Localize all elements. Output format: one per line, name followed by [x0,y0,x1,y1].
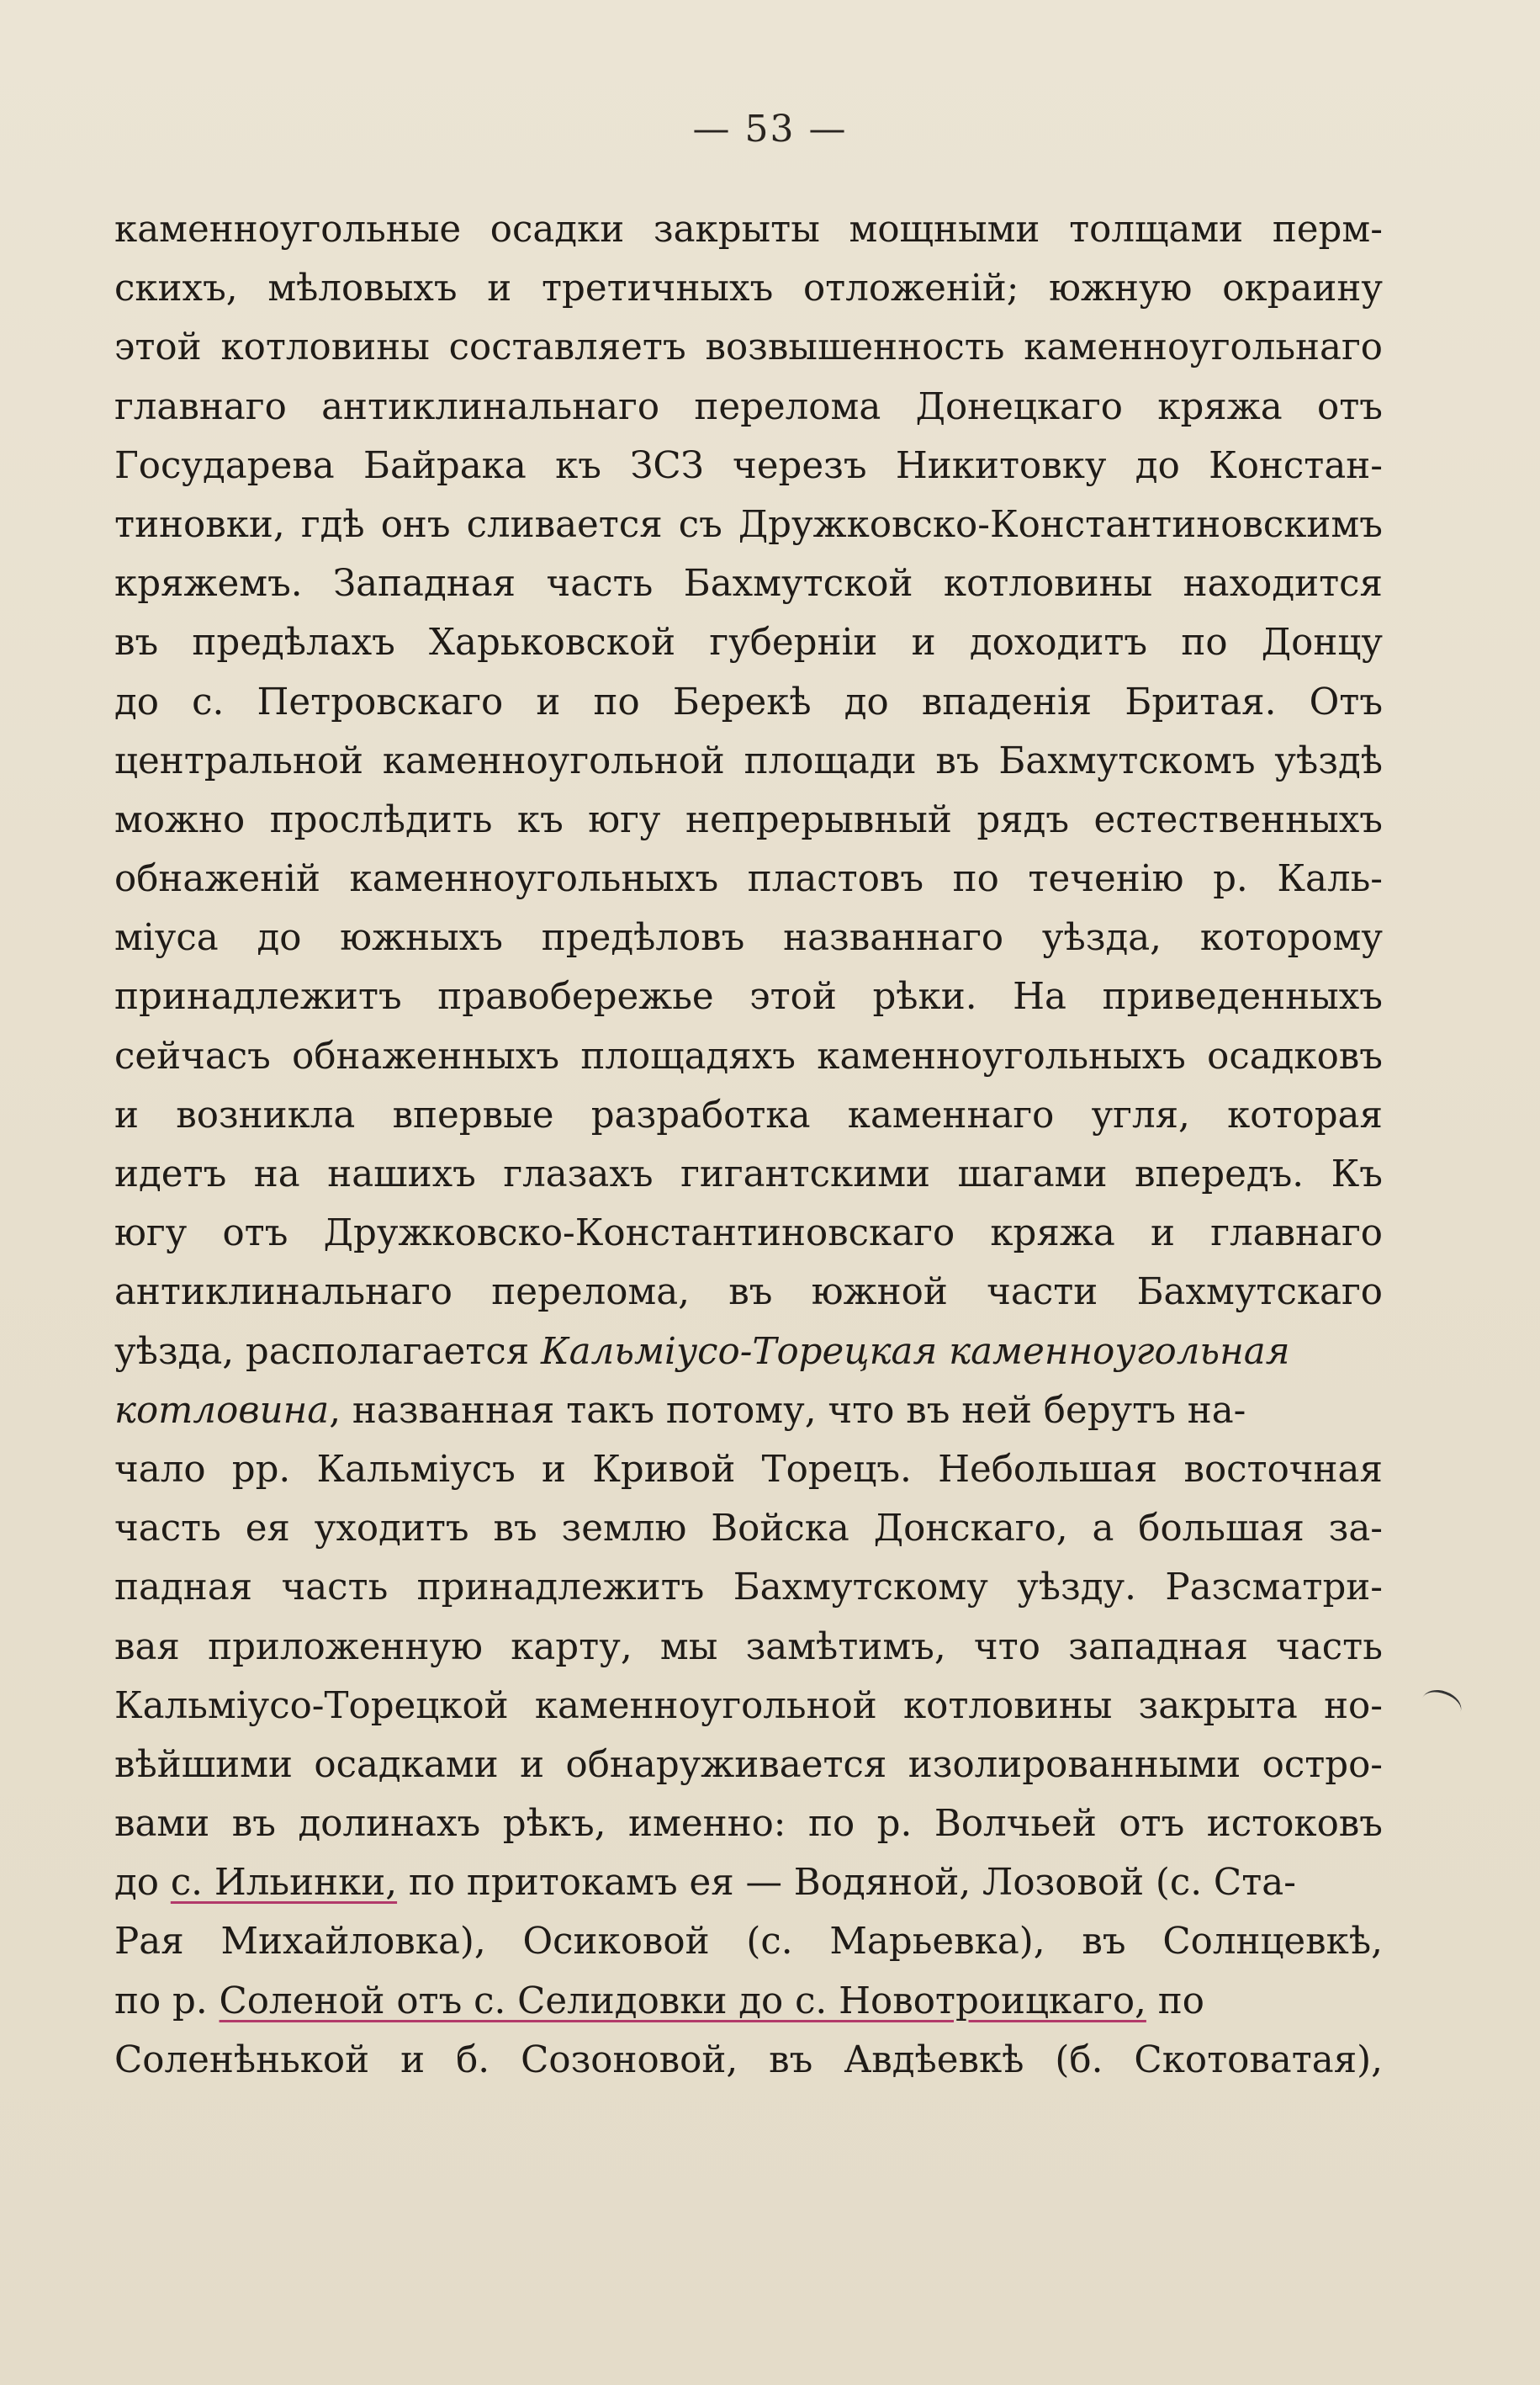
word: Государева [114,444,335,487]
word: пластовъ [747,858,924,901]
word: мы [659,1625,718,1668]
word: что [973,1625,1040,1668]
word: кряжемъ. [114,563,303,606]
italic-term: Кальмiусо-Торецкая каменноугольная [540,1330,1290,1373]
word: каменноугольной [534,1684,877,1727]
text-fragment: по [1146,1980,1204,2022]
word: каменноугольные [114,209,462,251]
word: рѣкъ, [502,1803,606,1846]
word: въ [935,739,980,782]
word: центральной [114,739,364,782]
word: до [844,681,889,723]
text-fragment: уѣзда, располагается [114,1330,541,1373]
text-line [114,1972,1383,2031]
text-line [114,1558,1383,1617]
word: часть [1276,1625,1383,1668]
text-line [114,909,1383,967]
word: ея [245,1508,290,1550]
word: возникла [176,1094,356,1137]
word: кряжа [1157,385,1283,428]
word: Бахмутской [683,563,913,606]
word: мiуса [114,917,219,960]
word: западная [1068,1625,1248,1668]
italic-term: котловина [114,1389,330,1432]
word: принадлежитъ [114,976,402,1019]
word: на [253,1153,300,1195]
word: въ [769,2038,813,2081]
text-line [114,1204,1383,1263]
word: губернiи [709,622,878,665]
word: рядъ [976,798,1070,841]
word: угля, [1091,1094,1190,1137]
word: каменноугольныхъ [349,858,719,901]
word: остро- [1262,1743,1383,1786]
word: разработка [590,1094,811,1137]
word: Бахмутскаго [1136,1271,1383,1314]
word: уѣзду. [1017,1566,1136,1609]
word: до [114,681,159,723]
word: въ [231,1803,276,1846]
text-line [114,437,1383,496]
word: мѣловыхъ [267,268,458,310]
word: р. [1213,858,1248,901]
word: окраину [1222,268,1383,310]
word: осадки [490,209,625,251]
text-fragment: по р. [114,1980,220,2022]
text-line [114,1322,1383,1381]
word: обнаженныхъ [292,1035,560,1078]
word: Донецкаго [915,385,1123,428]
word: обнаженiй [114,858,320,901]
word: прослѣдить [269,798,493,841]
word: названнаго [783,917,1004,960]
word: перелома [694,385,881,428]
text-line [114,1794,1383,1853]
word: Рая [114,1921,184,1964]
word: Бритая. [1125,681,1277,723]
word: южную [1049,268,1193,310]
word: Къ [1331,1153,1383,1195]
word: каменноугольнаго [1024,326,1383,369]
underlined-place: Соленой отъ с. Селидовки до с. Новотроицкаго, [219,1980,1146,2022]
word: Марьевка), [829,1921,1045,1964]
word: антиклинальнаго [114,1271,452,1314]
text-line [114,1736,1383,1794]
word: котловины [943,563,1153,606]
text-line [114,1086,1383,1145]
word: которая [1227,1094,1383,1137]
text-line [114,259,1383,318]
word: отложенiй; [802,268,1019,310]
word: осадками [314,1743,499,1786]
body-text [114,200,1383,2090]
text-line [114,1145,1383,1204]
word: Созоновой, [521,2038,738,2081]
word: антиклинальнаго [321,385,660,428]
word: которому [1199,917,1383,960]
word: Кальмiусъ [316,1448,516,1491]
word: Кривой [592,1448,736,1491]
word: можно [114,798,246,841]
text-line [114,200,1383,259]
word: рр. [231,1448,291,1491]
word: по [1181,622,1228,665]
text-line [114,1499,1383,1558]
word: главнаго [114,385,287,428]
word: отъ [1317,385,1383,428]
word: впередъ. [1135,1153,1305,1195]
word: рѣки. [872,976,977,1019]
word: и [1150,1212,1175,1255]
word: мощными [849,209,1040,251]
word: Торецъ. [761,1448,912,1491]
word: истоковъ [1206,1803,1383,1846]
word: онъ [380,503,451,546]
word: изолированными [908,1743,1241,1786]
word: каменноугольныхъ [817,1035,1186,1078]
word: приведенныхъ [1102,976,1383,1019]
word: югу [114,1212,188,1255]
word: вая [114,1625,180,1668]
word: Кальмiусо-Торецкой [114,1684,509,1727]
word: замѣтимъ, [745,1625,946,1668]
word: закрыта [1138,1684,1298,1727]
word: Никитовку [895,444,1107,487]
word: Петровскаго [257,681,504,723]
word: впаденiя [921,681,1093,723]
word: возвышенность [705,326,1005,369]
word: р. [876,1803,913,1846]
underlined-place: с. Ильинки, [170,1862,398,1905]
word: площадяхъ [580,1035,796,1078]
word: части [987,1271,1098,1314]
word: до [1135,444,1180,487]
word: восточная [1183,1448,1383,1491]
word: отъ [222,1212,288,1255]
word: перелома, [491,1271,690,1314]
word: часть [546,563,654,606]
word: Скотоватая), [1134,2038,1383,2081]
word: къ [555,444,601,487]
word: закрыты [653,209,820,251]
word: и [487,268,512,310]
margin-pencil-mark [1418,1685,1465,1725]
page-number: — 53 — [692,108,848,151]
word: Донцу [1261,622,1383,665]
word: вѣйшими [114,1743,293,1786]
word: Донскаго, [873,1508,1068,1550]
word: въ [114,622,159,665]
word: (б. [1055,2038,1103,2081]
word: Бахмутскомъ [998,739,1256,782]
word: по [807,1803,855,1846]
text-line [114,732,1383,791]
word: впервые [392,1094,554,1137]
word: но- [1324,1684,1383,1727]
word: вами [114,1803,210,1846]
word: шагами [957,1153,1108,1195]
word: Берекѣ [672,681,812,723]
word: этой [749,976,837,1019]
word: Констан- [1209,444,1383,487]
word: (с. [746,1921,793,1964]
word: идетъ [114,1153,227,1195]
text-line [114,1263,1383,1322]
word: кряжа [990,1212,1115,1255]
word: уѣзда, [1041,917,1162,960]
word: Дружковско-Константиновскаго [323,1212,955,1255]
word: предѣлахъ [192,622,395,665]
word: по [593,681,640,723]
word: а [1092,1508,1114,1550]
word: именно: [628,1803,786,1846]
word: перм- [1272,209,1383,251]
word: непрерывный [685,798,952,841]
text-line [114,850,1383,909]
word: югу [588,798,661,841]
text-line [114,1381,1383,1440]
text-line [114,967,1383,1026]
word: карту, [511,1625,632,1668]
word: отъ [1119,1803,1185,1846]
word: котловины [902,1684,1113,1727]
word: теченiю [1028,858,1184,901]
text-line [114,2031,1383,2090]
word: третичныхъ [541,268,774,310]
word: Авдѣевкѣ [844,2038,1024,2081]
word: Солнцевкѣ, [1162,1921,1383,1964]
word: находится [1183,563,1383,606]
word: и [400,2038,426,2081]
word: южныхъ [340,917,503,960]
word: принадлежитъ [416,1566,705,1609]
word: правобережье [437,976,714,1019]
word: главнаго [1210,1212,1383,1255]
word: большая [1138,1508,1305,1550]
word: ЗСЗ [630,444,704,487]
word: естественныхъ [1093,798,1383,841]
text-line [114,1677,1383,1736]
word: сейчасъ [114,1035,271,1078]
word: осадковъ [1207,1035,1383,1078]
word: Небольшая [938,1448,1158,1491]
word: приложенную [208,1625,483,1668]
word: и [114,1094,139,1137]
word: черезъ [733,444,867,487]
word: Волчьей [934,1803,1097,1846]
text-line [114,613,1383,672]
word: сливается [466,503,663,546]
word: Отъ [1309,681,1383,723]
word: въ [493,1508,537,1550]
word: обнаруживается [565,1743,887,1786]
word: Разсматри- [1165,1566,1383,1609]
word: землю [561,1508,687,1550]
text-line [114,496,1383,554]
word: Бахмутскому [733,1566,988,1609]
word: скихъ, [114,268,238,310]
word: Западная [333,563,516,606]
word: тиновки, [114,503,285,546]
text-fragment: по притокамъ ея — Водяной, Лозовой (с. Ста- [397,1862,1296,1905]
word: составляетъ [448,326,686,369]
word: нашихъ [327,1153,476,1195]
text-line [114,673,1383,732]
word: Осиковой [522,1921,710,1964]
word: и [520,1743,545,1786]
word: толщами [1069,209,1244,251]
word: въ [728,1271,773,1314]
word: и [536,681,561,723]
word: и [911,622,936,665]
word: по [952,858,999,901]
text-line [114,318,1383,377]
text-line [114,791,1383,850]
word: уѣздѣ [1274,739,1383,782]
word: съ [678,503,722,546]
word: Байрака [363,444,527,487]
word: часть [281,1566,389,1609]
word: до [257,917,302,960]
word: с. [192,681,225,723]
word: гдѣ [300,503,365,546]
word: Каль- [1277,858,1383,901]
word: въ [1082,1921,1126,1964]
word: каменноугольной [382,739,725,782]
word: каменнаго [847,1094,1055,1137]
word: Харьковской [429,622,676,665]
word: и [541,1448,566,1491]
word: предѣловъ [541,917,745,960]
word: б. [456,2038,490,2081]
text-line [114,1853,1383,1912]
word: Войска [711,1508,849,1550]
text-fragment: до [114,1862,171,1905]
word: гигантскими [680,1153,931,1195]
word: площади [744,739,917,782]
word: къ [516,798,564,841]
word: уходитъ [314,1508,469,1550]
text-line [114,1027,1383,1086]
text-line [114,378,1383,437]
word: южной [811,1271,948,1314]
word: падная [114,1566,253,1609]
text-line [114,1912,1383,1971]
word: этой [114,326,202,369]
word: Михайловка), [220,1921,486,1964]
word: доходитъ [969,622,1148,665]
word: котловины [220,326,430,369]
word: долинахъ [298,1803,481,1846]
text-line [114,1440,1383,1499]
text-line [114,554,1383,613]
word: чало [114,1448,206,1491]
word: Дружковско-Константиновскимъ [738,503,1383,546]
word: На [1013,976,1066,1019]
word: Соленѣнькой [114,2038,370,2081]
word: за- [1328,1508,1383,1550]
word: глазахъ [503,1153,654,1195]
text-line [114,1618,1383,1677]
word: часть [114,1508,221,1550]
text-fragment: , названная такъ потому, что въ ней берутъ на- [329,1389,1246,1432]
